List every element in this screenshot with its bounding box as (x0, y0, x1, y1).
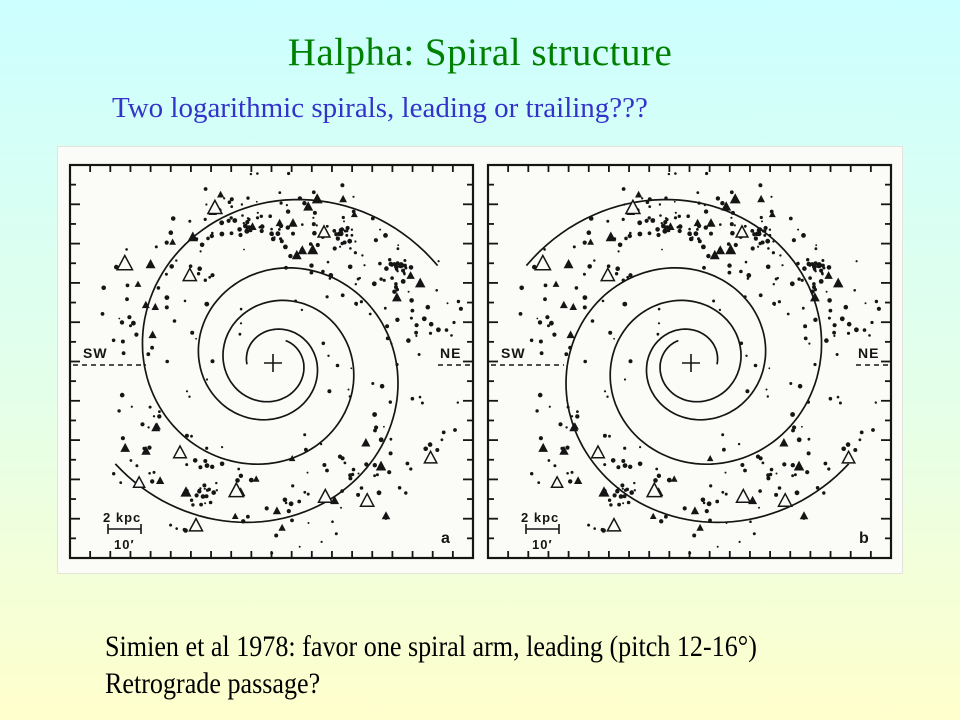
hii-region-marker (716, 245, 726, 254)
spiral-panel-b (488, 165, 891, 558)
hii-region-marker (824, 271, 832, 279)
hii-region-marker (253, 475, 260, 481)
open-triangle-marker (736, 226, 748, 237)
hii-region-marker (152, 303, 160, 310)
footer-line-1: Simien et al 1978: favor one spiral arm, leading (pitch 12-16°) (105, 630, 757, 663)
axis-ticks (70, 165, 473, 558)
spiral-figure (57, 146, 903, 574)
open-triangle-marker (117, 256, 132, 270)
compass-label-sw: SW (83, 345, 108, 361)
open-triangle-marker (183, 268, 196, 280)
hii-region-marker (587, 239, 594, 245)
open-triangle-marker (592, 446, 605, 458)
hii-region-marker (538, 443, 548, 452)
hii-region-marker (707, 455, 714, 461)
hii-region-marker (757, 195, 765, 202)
hii-region-marker (694, 219, 702, 226)
hii-region-marker (560, 301, 568, 308)
open-triangle-marker (607, 519, 620, 531)
hii-region-marker (794, 461, 805, 471)
spiral-figure-svg (58, 147, 904, 575)
axis-ticks (488, 165, 891, 558)
hii-region-marker (312, 193, 323, 203)
hii-region-marker (800, 511, 809, 519)
hii-region-marker (570, 303, 578, 310)
hii-region-marker (169, 239, 176, 245)
open-triangle-marker (842, 451, 854, 463)
hii-region-marker (288, 218, 297, 227)
galaxy-center-cross (264, 354, 282, 372)
spiral-panel-a (70, 165, 473, 558)
hii-region-marker (188, 232, 199, 242)
hii-region-marker (376, 461, 387, 471)
hii-region-marker (135, 281, 142, 287)
footer-line-2: Retrograde passage? (105, 667, 321, 700)
scale-bar (108, 524, 141, 534)
hii-region-marker (382, 511, 391, 519)
open-triangle-marker (535, 256, 550, 270)
slide-title: Halpha: Spiral structure (287, 31, 673, 74)
hii-region-marker (567, 331, 575, 339)
hii-region-marker (671, 475, 678, 481)
compass-label-ne: NE (440, 345, 462, 361)
hii-region-marker (120, 443, 130, 452)
scalebar-kpc-label: 2 kpc (103, 510, 142, 525)
hii-region-marker (598, 486, 609, 496)
hii-region-marker (217, 191, 224, 198)
hii-region-marker (415, 278, 426, 288)
hii-region-marker (730, 193, 741, 203)
panel-letter: b (859, 530, 870, 547)
compass-label-ne: NE (858, 345, 880, 361)
hii-region-marker (779, 438, 788, 447)
panel-letter: a (441, 530, 451, 547)
open-triangle-marker (552, 477, 563, 488)
hii-region-marker (696, 524, 703, 531)
open-triangle-marker (361, 494, 374, 507)
hii-region-marker (232, 513, 239, 519)
hii-region-marker (339, 195, 347, 202)
spiral-arm-curve (143, 200, 438, 465)
panel-frame (70, 165, 473, 558)
open-triangle-marker (737, 490, 751, 503)
hii-region-marker (361, 438, 370, 447)
hii-region-marker (691, 506, 699, 514)
hii-region-marker (833, 278, 844, 288)
compass-label-sw: SW (501, 345, 526, 361)
hii-region-marker (273, 506, 281, 514)
scalebar-kpc-label: 2 kpc (521, 510, 560, 525)
footer-text (105, 628, 854, 702)
scale-bar (526, 524, 559, 534)
galaxy-center-cross (682, 354, 700, 372)
hii-region-marker (278, 524, 285, 531)
hii-region-marker (156, 476, 164, 484)
slide-subtitle: Two logarithmic spirals, leading or trailing??? (112, 92, 648, 124)
hii-region-marker (650, 513, 657, 519)
open-triangle-marker (779, 494, 792, 507)
hii-region-marker (564, 259, 574, 268)
open-triangle-marker (208, 200, 222, 213)
hii-region-marker (149, 331, 157, 339)
hii-region-marker (574, 476, 582, 484)
scalebar-arcmin-label: 10′ (114, 537, 135, 552)
hii-region-marker (406, 271, 414, 279)
open-triangle-marker (319, 490, 333, 503)
hii-region-marker (153, 422, 161, 429)
hii-region-marker (635, 191, 642, 198)
hii-region-marker (553, 281, 560, 287)
hii-region-marker (606, 232, 617, 242)
scalebar-arcmin-label: 10′ (532, 537, 553, 552)
open-triangle-marker (318, 226, 330, 237)
hii-region-marker (180, 486, 191, 496)
panel-frame (488, 165, 891, 558)
open-triangle-marker (424, 451, 436, 463)
open-triangle-marker (189, 519, 202, 531)
hii-region-marker (706, 218, 715, 227)
open-triangle-marker (174, 446, 187, 458)
hii-region-marker (276, 219, 284, 226)
hii-region-marker (298, 245, 308, 254)
hii-region-marker (146, 259, 156, 268)
open-triangle-marker (601, 268, 614, 280)
